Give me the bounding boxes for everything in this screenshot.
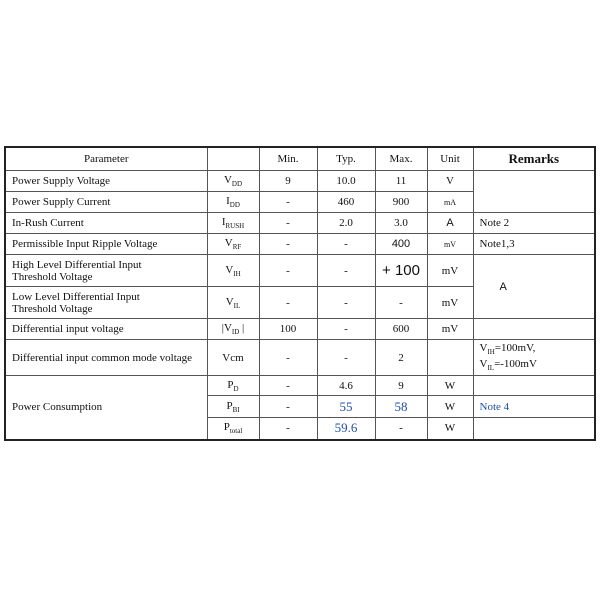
param-cell: Power Supply Voltage bbox=[5, 171, 207, 192]
remark-cell bbox=[473, 171, 595, 213]
param-cell: High Level Differential Input Threshold Voltage bbox=[5, 255, 207, 287]
remark-cell: Note1,3 bbox=[473, 234, 595, 255]
param-cell: Permissible Input Ripple Voltage bbox=[5, 234, 207, 255]
table-row bbox=[5, 319, 595, 340]
table-row bbox=[5, 234, 595, 255]
min-cell: - bbox=[259, 234, 317, 255]
max-cell: 400 bbox=[375, 234, 427, 255]
unit-cell: mV bbox=[427, 255, 473, 287]
header-symbol bbox=[207, 147, 259, 171]
typ-cell: 460 bbox=[317, 192, 375, 213]
unit-cell: W bbox=[427, 396, 473, 418]
typ-cell: - bbox=[317, 234, 375, 255]
specification-table bbox=[4, 146, 596, 441]
typ-cell: - bbox=[317, 287, 375, 319]
symbol-cell: $V_{IL}$ bbox=[207, 287, 259, 319]
header-max: Max. bbox=[375, 147, 427, 171]
table-row bbox=[5, 376, 595, 396]
max-cell: - bbox=[375, 287, 427, 319]
table-header-row bbox=[5, 147, 595, 171]
max-cell: 2 bbox=[375, 340, 427, 376]
symbol-cell: Vcm bbox=[207, 340, 259, 376]
symbol-cell: $P_{total}$ bbox=[207, 418, 259, 440]
min-cell: - bbox=[259, 396, 317, 418]
remark-cell: Note 4 bbox=[473, 396, 595, 418]
remark-cell bbox=[473, 376, 595, 396]
symbol-cell: $P_D$ bbox=[207, 376, 259, 396]
symbol-cell: $|V_{ID}$ | bbox=[207, 319, 259, 340]
typ-cell: - bbox=[317, 340, 375, 376]
unit-cell: W bbox=[427, 418, 473, 440]
header-min: Min. bbox=[259, 147, 317, 171]
param-cell: Differential input voltage bbox=[5, 319, 207, 340]
max-cell: 3.0 bbox=[375, 213, 427, 234]
unit-cell: mV bbox=[427, 287, 473, 319]
min-cell: - bbox=[259, 376, 317, 396]
unit-cell: V bbox=[427, 171, 473, 192]
min-cell: - bbox=[259, 340, 317, 376]
symbol-cell: $V_{IH}$ bbox=[207, 255, 259, 287]
table-row bbox=[5, 340, 595, 376]
header-remarks: Remarks bbox=[473, 147, 595, 171]
min-cell: 9 bbox=[259, 171, 317, 192]
param-cell: Differential input common mode voltage bbox=[5, 340, 207, 376]
unit-cell: A bbox=[427, 213, 473, 234]
symbol-cell: $I_{RUSH}$ bbox=[207, 213, 259, 234]
unit-cell: mA bbox=[427, 192, 473, 213]
min-cell: - bbox=[259, 213, 317, 234]
table-row bbox=[5, 213, 595, 234]
max-cell: 600 bbox=[375, 319, 427, 340]
remark-cell bbox=[473, 418, 595, 440]
max-cell: 11 bbox=[375, 171, 427, 192]
typ-cell: - bbox=[317, 319, 375, 340]
min-cell: - bbox=[259, 418, 317, 440]
typ-cell: 59.6 bbox=[317, 418, 375, 440]
typ-cell: 55 bbox=[317, 396, 375, 418]
param-cell: In-Rush Current bbox=[5, 213, 207, 234]
symbol-cell: $V_{RF}$ bbox=[207, 234, 259, 255]
param-cell: Power Supply Current bbox=[5, 192, 207, 213]
unit-cell bbox=[427, 340, 473, 376]
header-typ: Typ. bbox=[317, 147, 375, 171]
symbol-cell: $V_{DD}$ bbox=[207, 171, 259, 192]
typ-cell: 4.6 bbox=[317, 376, 375, 396]
remark-cell bbox=[473, 319, 595, 340]
remark-cell: A bbox=[473, 255, 595, 319]
min-cell: - bbox=[259, 255, 317, 287]
typ-cell: 10.0 bbox=[317, 171, 375, 192]
min-cell: - bbox=[259, 287, 317, 319]
param-cell: Power Consumption bbox=[5, 376, 207, 440]
table-row bbox=[5, 255, 595, 287]
typ-cell: 2.0 bbox=[317, 213, 375, 234]
unit-cell: mV bbox=[427, 319, 473, 340]
min-cell: - bbox=[259, 192, 317, 213]
typ-cell: - bbox=[317, 255, 375, 287]
header-parameter: Parameter bbox=[5, 147, 207, 171]
symbol-cell: $I_{DD}$ bbox=[207, 192, 259, 213]
param-cell: Low Level Differential Input Threshold Voltage bbox=[5, 287, 207, 319]
max-cell: 58 bbox=[375, 396, 427, 418]
symbol-cell: $P_{BI}$ bbox=[207, 396, 259, 418]
min-cell: 100 bbox=[259, 319, 317, 340]
table-row bbox=[5, 171, 595, 192]
remark-cell: Note 2 bbox=[473, 213, 595, 234]
max-cell: + 100 bbox=[375, 255, 427, 287]
header-unit: Unit bbox=[427, 147, 473, 171]
remark-cell: $V_{IH}=100mV$, $V_{IL}=-100mV$ bbox=[473, 340, 595, 376]
max-cell: 9 bbox=[375, 376, 427, 396]
max-cell: 900 bbox=[375, 192, 427, 213]
unit-cell: W bbox=[427, 376, 473, 396]
max-cell: - bbox=[375, 418, 427, 440]
unit-cell: mV bbox=[427, 234, 473, 255]
